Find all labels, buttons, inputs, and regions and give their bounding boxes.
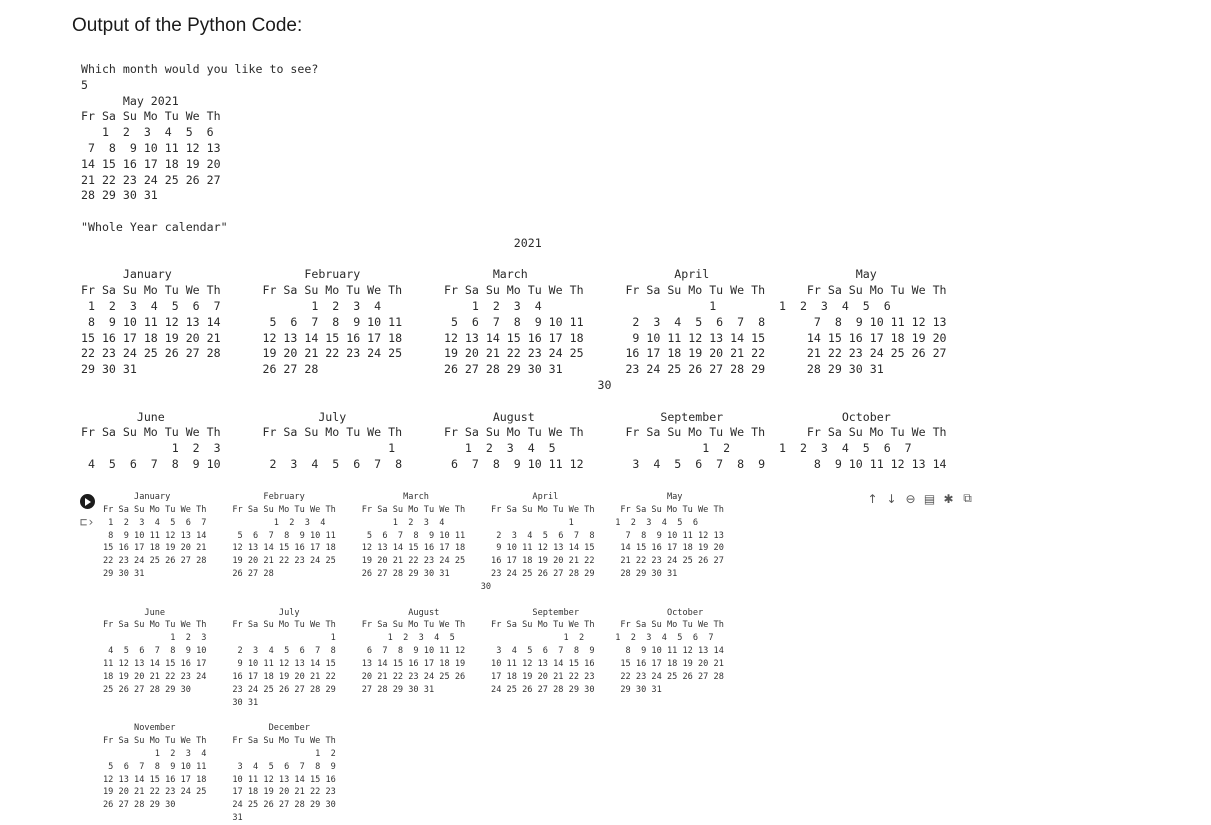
move-down-icon[interactable]: ↓ — [886, 491, 897, 506]
copy-icon[interactable]: ⧉ — [963, 491, 972, 505]
link-icon[interactable]: ⊖ — [905, 491, 916, 506]
run-cell-button[interactable] — [80, 494, 95, 509]
output-icon: ⊏› — [80, 515, 95, 529]
move-up-icon[interactable]: ↑ — [867, 491, 878, 506]
settings-icon[interactable]: ✱ — [943, 491, 954, 506]
cell-toolbar — [866, 491, 974, 506]
page-heading: Output of the Python Code: — [72, 15, 303, 36]
cell-output: January February March April May Fr Sa Su Mo Tu We Th Fr Sa Su Mo Tu We Th Fr Sa Su Mo Tu We Th Fr Sa Su Mo Tu We Th Fr Sa Su Mo Tu We Th 1 2 3 4 5 6 7 1 2 3 4 1 2 3 4 1 1 2 3 4 5 6 8 9 10 11 12 13 14 5 6 7 8 9 10 11 5 6 7 8 9 10 11 2 3 4 5 6 7 8 7 8 9 10 11 12 13 15 16 17 18 19 20 21 12 13 14 15 16 17 18 12 13 14 15 16 17 18 9 10 11 12 13 14 15 14 15 16 17 18 19 20 22 23 24 25 26 27 28 19 20 21 22 23 24 25 19 20 21 22 23 24 25 16 17 18 19 20 21 22 21 22 23 24 25 26 27 29 30 31 26 27 28 26 27 28 29 30 31 23 24 25 26 27 28 29 28 29 30 31 30 June July August September October Fr Sa Su Mo Tu We Th Fr Sa Su Mo Tu We Th Fr Sa Su Mo Tu We Th Fr Sa Su Mo Tu We Th Fr Sa Su Mo Tu We Th 1 2 3 1 1 2 3 4 5 1 2 1 2 3 4 5 6 7 4 5 6 7 8 9 10 2 3 4 5 6 7 8 6 7 8 9 10 11 12 3 4 5 6 7 8 9 8 9 10 11 12 13 14 11 12 13 14 15 16 17 9 10 11 12 13 14 15 13 14 15 16 17 18 19 10 11 12 13 14 15 16 15 16 17 18 19 20 21 18 19 20 21 22 23 24 16 17 18 19 20 21 22 20 21 22 23 24 25 26 17 18 19 20 21 22 23 22 23 24 25 26 27 28 25 26 27 28 29 30 23 24 25 26 27 28 29 27 28 29 30 31 24 25 26 27 28 29 30 29 30 31 30 31 November December Fr Sa Su Mo Tu We Th Fr Sa Su Mo Tu We Th 1 2 3 4 1 2 5 6 7 8 9 10 11 3 4 5 6 7 8 9 12 13 14 15 16 17 18 10 11 12 13 14 15 16 19 20 21 22 23 24 25 17 18 19 20 21 22 23 26 27 28 29 30 24 25 26 27 28 29 30 31 — [103, 492, 724, 824]
comment-icon[interactable]: ▤ — [923, 491, 936, 506]
console-output: Which month would you like to see? 5 May 2021 Fr Sa Su Mo Tu We Th 1 2 3 4 5 6 7 8 9 10 11 12 13 14 15 16 17 18 19 20 21 22 23 24 25 26 27 28 29 30 31 "Whole Year calendar" 2021 January February March April May Fr Sa Su Mo Tu We Th Fr Sa Su Mo Tu We Th Fr Sa Su Mo Tu We Th Fr Sa Su Mo Tu We Th Fr Sa Su Mo Tu We Th 1 2 3 4 5 6 7 1 2 3 4 1 2 3 4 1 1 2 3 4 5 6 8 9 10 11 12 13 14 5 6 7 8 9 10 11 5 6 7 8 9 10 11 2 3 4 5 6 7 8 7 8 9 10 11 12 13 15 16 17 18 19 20 21 12 13 14 15 16 17 18 12 13 14 15 16 17 18 9 10 11 12 13 14 15 14 15 16 17 18 19 20 22 23 24 25 26 27 28 19 20 21 22 23 24 25 19 20 21 22 23 24 25 16 17 18 19 20 21 22 21 22 23 24 25 26 27 29 30 31 26 27 28 26 27 28 29 30 31 23 24 25 26 27 28 29 28 29 30 31 30 June July August September October Fr Sa Su Mo Tu We Th Fr Sa Su Mo Tu We Th Fr Sa Su Mo Tu We Th Fr Sa Su Mo Tu We Th Fr Sa Su Mo Tu We Th 1 2 3 1 1 2 3 4 5 1 2 1 2 3 4 5 6 7 4 5 6 7 8 9 10 2 3 4 5 6 7 8 6 7 8 9 10 11 12 3 4 5 6 7 8 9 8 9 10 11 12 13 14 — [81, 62, 947, 471]
